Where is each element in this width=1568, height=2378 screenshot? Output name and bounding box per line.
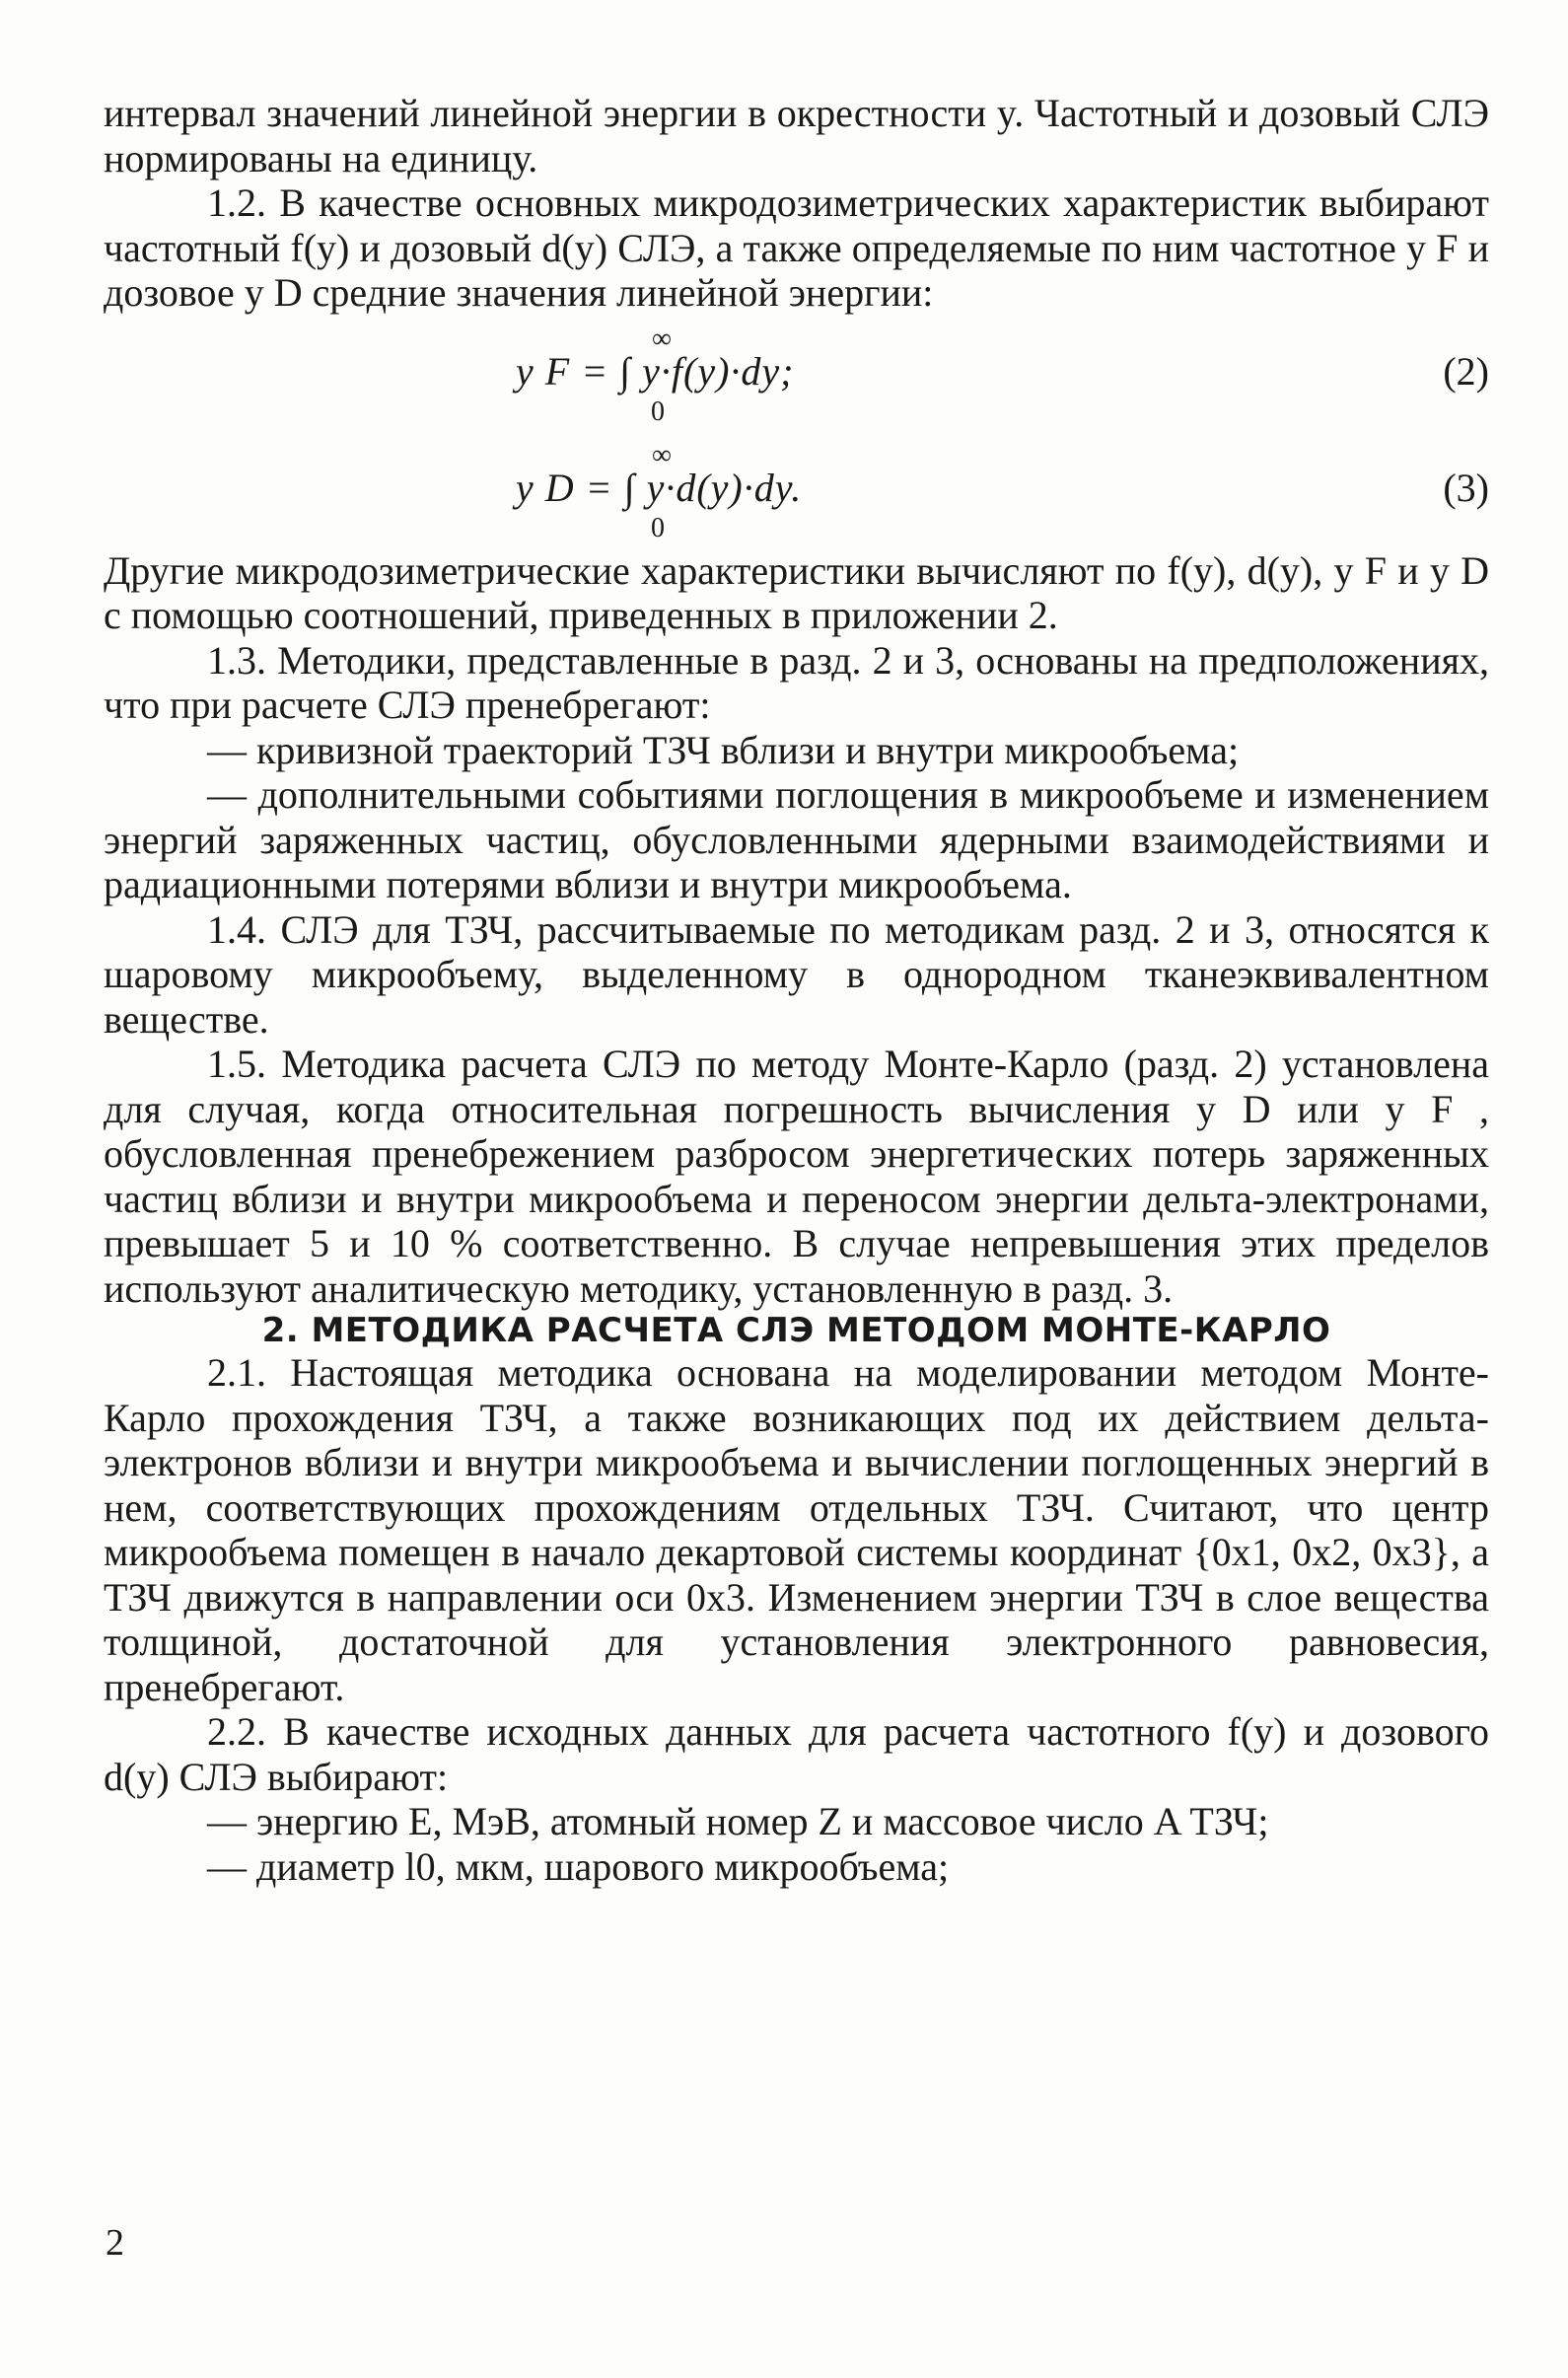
section-heading: 2. МЕТОДИКА РАСЧЕТА СЛЭ МЕТОДОМ МОНТЕ-КАРЛО [261, 1311, 1331, 1350]
paragraph: Другие микродозиметрические характеристики вычисляют по f(y), d(y), y F и y D с помощью соотношений, приведенных в приложении 2. [104, 547, 1489, 637]
formula-expression: y D = ∫ y·d(y)·dy. [516, 465, 803, 510]
paragraph: 2.2. В качестве исходных данных для расчета частотного f(y) и дозового d(y) СЛЭ выбирают: [104, 1709, 1489, 1799]
integral-upper-limit: ∞ [652, 439, 672, 470]
paragraph: 1.2. В качестве основных микродозиметрических характеристик выбирают частотный f(y) и дозовый d(y) СЛЭ, а также определяемые по ним частотное y F и дозовое y D средние значения линейной энергии: [104, 180, 1489, 315]
document-page [104, 91, 1489, 1889]
list-item: — дополнительными событиями поглощения в микрообъеме и изменением энергий заряженных частиц, обусловленными ядерными взаимодействиями и радиационными потерями вблизи и внутри микрообъема. [104, 772, 1489, 906]
paragraph: 1.5. Методика расчета СЛЭ по методу Монте-Карло (разд. 2) установлена для случая, когда относительная погрешность вычисления y D или y F , обусловленная пренебрежением разбросом энергетических потерь заряженных частиц вблизи и внутри микрообъема и переносом энергии дельта-электронами, превышает 5 и 10 % соответственно. В случае непревышения этих пределов используют аналитическую методику, установленную в разд. 3. [104, 1042, 1489, 1311]
list-item: — энергию E, МэВ, атомный номер Z и массовое число A ТЗЧ; [207, 1799, 1269, 1843]
paragraph: интервал значений линейной энергии в окрестности y. Частотный и дозовый СЛЭ нормированы на единицу. [104, 91, 1489, 180]
formula-3 [104, 439, 1489, 548]
integral-lower-limit: 0 [651, 512, 665, 543]
paragraph: 1.4. СЛЭ для ТЗЧ, рассчитываемые по методикам разд. 2 и 3, относятся к шаровому микрообъему, выделенному в однородном тканеэквивалентном веществе. [104, 906, 1489, 1042]
integral-lower-limit: 0 [651, 396, 665, 427]
formula-expression: y F = ∫ y·f(y)·dy; [516, 348, 795, 394]
paragraph: 2.1. Настоящая методика основана на моделировании методом Монте-Карло прохождения ТЗЧ, а также возникающих под их действием дельта-электронов вблизи и внутри микрообъема и вычислении поглощенных энергий в нем, соответствующих прохождениям отдельных ТЗЧ. Считают, что центр микрообъема помещен в начало декартовой системы координат {0x1, 0x2, 0x3}, а ТЗЧ движутся в направлении оси 0x3. Изменением энергии ТЗЧ в слое вещества толщиной, достаточной для установления электронного равновесия, пренебрегают. [104, 1350, 1489, 1709]
formula-number: (2) [1443, 348, 1489, 394]
formula-2 [104, 323, 1489, 432]
list-item: — диаметр l0, мкм, шарового микрообъема; [207, 1843, 950, 1889]
integral-upper-limit: ∞ [652, 323, 672, 354]
list-item: — кривизной траекторий ТЗЧ вблизи и внутри микрообъема; [207, 727, 1240, 772]
paragraph: 1.3. Методики, представленные в разд. 2 и 3, основаны на предположениях, что при расчете СЛЭ пренебрегают: [104, 637, 1489, 727]
page-number: 2 [106, 2222, 124, 2264]
formula-number: (3) [1443, 465, 1489, 510]
